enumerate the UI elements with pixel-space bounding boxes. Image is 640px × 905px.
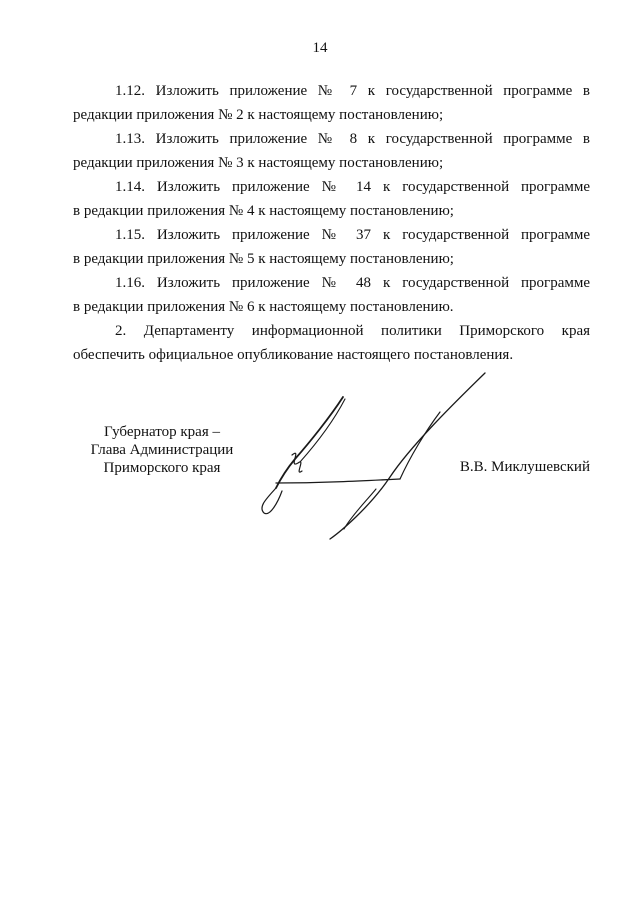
handwritten-signature bbox=[240, 367, 500, 547]
paragraph-line: 1.13. Изложить приложение № 8 к государственной программе в bbox=[115, 131, 590, 147]
paragraph-line: 2. Департаменту информационной политики Приморского края bbox=[115, 323, 590, 339]
paragraph-1-15 bbox=[73, 223, 590, 271]
signatory-title-line: Глава Администрации bbox=[90, 442, 234, 458]
signatory-name: В.В. Миклушевский bbox=[459, 459, 590, 475]
paragraph-line: 1.15. Изложить приложение № 37 к государственной программе bbox=[115, 227, 590, 243]
signature-stroke bbox=[300, 399, 345, 462]
paragraph-line: редакции приложения № 2 к настоящему постановлению; bbox=[73, 107, 444, 123]
page-number: 14 bbox=[312, 40, 328, 56]
document-body bbox=[73, 79, 590, 367]
paragraph-1-13 bbox=[73, 127, 590, 175]
paragraph-line: 1.16. Изложить приложение № 48 к государственной программе bbox=[115, 275, 590, 291]
signature-strokes bbox=[262, 373, 485, 539]
signature-stroke bbox=[400, 412, 440, 479]
paragraph-1-14 bbox=[73, 175, 590, 223]
paragraph-line: обеспечить официальное опубликование настоящего постановления. bbox=[73, 347, 514, 363]
signatory-title-line: Приморского края bbox=[103, 460, 221, 476]
paragraph-1-12 bbox=[73, 79, 590, 127]
paragraph-line: в редакции приложения № 6 к настоящему постановлению. bbox=[73, 299, 454, 315]
paragraph-1-16 bbox=[73, 271, 590, 319]
signature-stroke bbox=[276, 479, 400, 483]
paragraph-line: редакции приложения № 3 к настоящему постановлению; bbox=[73, 155, 444, 171]
paragraph-2 bbox=[73, 319, 590, 367]
signature-stroke bbox=[262, 488, 282, 514]
paragraph-line: в редакции приложения № 5 к настоящему постановлению; bbox=[73, 251, 454, 267]
signatory-title bbox=[82, 423, 242, 477]
signature-stroke bbox=[330, 373, 485, 539]
paragraph-line: в редакции приложения № 4 к настоящему постановлению; bbox=[73, 203, 454, 219]
signature-stroke bbox=[276, 397, 343, 488]
paragraph-line: 1.12. Изложить приложение № 7 к государственной программе в bbox=[115, 83, 590, 99]
paragraph-line: 1.14. Изложить приложение № 14 к государственной программе bbox=[115, 179, 590, 195]
signature-block bbox=[0, 407, 640, 547]
signatory-title-line: Губернатор края – bbox=[104, 424, 220, 440]
